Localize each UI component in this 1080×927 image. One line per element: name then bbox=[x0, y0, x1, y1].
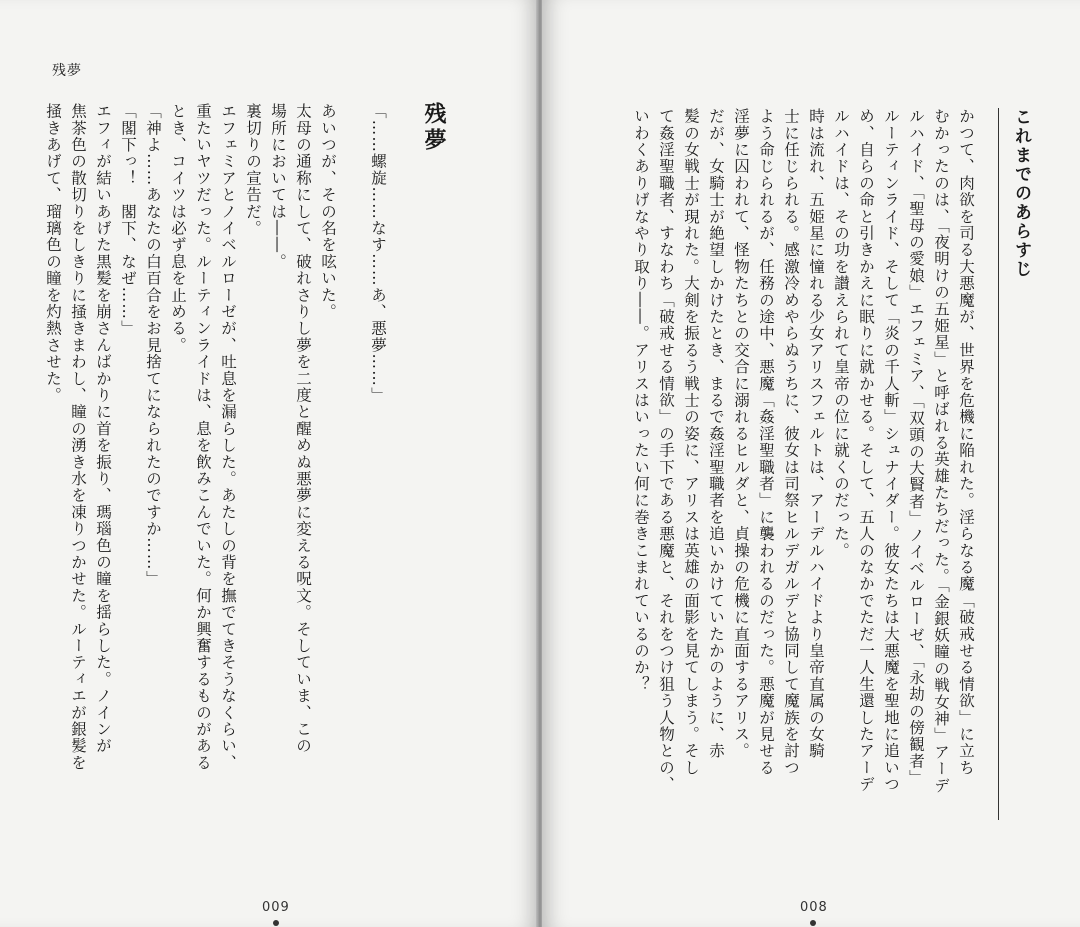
folio-dot-right bbox=[810, 920, 816, 926]
running-head: 残夢 bbox=[52, 63, 82, 79]
text-line: 「神よ……あなたの白百合をお見捨てになられたのですか……」 bbox=[144, 103, 162, 588]
text-line: 時は流れ、五姫星に憧れる少女アリスフェルトは、アーデルハイドより皇帝直属の女騎 bbox=[807, 108, 825, 760]
text-line: ルハイドは、その功を讃えられて皇帝の位に就くのだった。 bbox=[832, 108, 850, 559]
text-line: 掻きあげて、瑠璃色の瞳を灼熱させた。 bbox=[44, 103, 62, 404]
chapter-title: 残夢 bbox=[421, 102, 446, 154]
text-line: め、自らの命と引きかえに眠りに就かせる。そして、五人のなかでただ一人生還したアーデ bbox=[857, 108, 875, 793]
text-line: ルーティンライド、そして「炎の千人斬」シュナイダー。彼女たちは大悪魔を聖地に追いつ bbox=[882, 108, 900, 793]
text-line: 「……螺旋……なす……あ、悪夢……」 bbox=[369, 103, 387, 404]
right-page bbox=[542, 0, 1080, 927]
title-rule bbox=[998, 108, 999, 820]
text-line: 「閣下っ！ 閣下、なぜ……」 bbox=[119, 103, 137, 337]
text-line: 焦茶色の散切りをしきりに掻きまわし、瞳の湧き水を凍りつかせた。ルーティエが銀髪を bbox=[69, 103, 87, 771]
text-line: 場所においては――。 bbox=[269, 103, 287, 270]
folio-dot-left bbox=[273, 920, 279, 926]
text-line: 重たいヤツだった。ルーティンライドは、息を飲みこんでいた。何か興奮するものがある bbox=[194, 103, 212, 771]
text-line: あいつが、その名を呟いた。 bbox=[319, 103, 337, 321]
text-line: 髪の女戦士が現れた。大剣を振るう戦士の姿に、アリスは英雄の面影を見てしまう。そし bbox=[682, 108, 700, 776]
text-line bbox=[340, 103, 365, 793]
right-body-text bbox=[628, 108, 978, 794]
left-body-text bbox=[40, 103, 390, 793]
text-line: 裏切りの宣告だ。 bbox=[244, 103, 262, 237]
text-line: 淫夢に囚われて、怪物たちとの交合に溺れるヒルダと、貞操の危機に直面するアリス。 bbox=[732, 108, 750, 760]
text-line: よう命じられるが、任務の途中、悪魔「姦淫聖職者」に襲われるのだった。悪魔が見せる bbox=[757, 108, 775, 776]
text-line: エフェミアとノイベルローゼが、吐息を漏らした。あたしの背を撫でてきそうなくらい、 bbox=[219, 103, 237, 771]
text-line: いわくありげなやり取り――。アリスはいったい何に巻きこまれているのか？ bbox=[632, 108, 650, 693]
synopsis-title: これまでのあらすじ bbox=[1011, 108, 1031, 279]
text-line: むかったのは、「夜明けの五姫星」と呼ばれる英雄たちだった。「金銀妖瞳の戦女神」アーデ bbox=[932, 108, 950, 794]
text-line: ルハイド、「聖母の愛娘」エフェミア、「双頭の大賢者」ノイベルローゼ、「永劫の傍観者」 bbox=[907, 108, 925, 787]
text-line: 士に任じられる。感激冷めやらぬうちに、彼女は司祭ヒルデガルデと協同して魔族を討つ bbox=[782, 108, 800, 776]
text-line: エフィが結いあげた黒髪を崩さんばかりに首を振り、瑪瑙色の瞳を揺らした。ノインが bbox=[94, 103, 112, 755]
text-line: て姦淫聖職者、すなわち「破戒せる情欲」の手下である悪魔と、それをつけ狙う人物との、 bbox=[657, 108, 675, 793]
page-number-right: 008 bbox=[800, 900, 828, 915]
text-line: とき、コイツは必ず息を止める。 bbox=[169, 103, 187, 354]
page-number-left: 009 bbox=[262, 900, 290, 915]
text-line: 太母の通称にして、破れさりし夢を二度と醒めぬ悪夢に変える呪文。そしていま、この bbox=[294, 103, 312, 755]
text-line: だが、女騎士が絶望しかけたとき、まるで姦淫聖職者を追いかけていたかのように、赤 bbox=[707, 108, 725, 760]
left-page bbox=[0, 0, 538, 927]
text-line: かつて、肉欲を司る大悪魔が、世界を危機に陥れた。淫らなる魔「破戒せる情欲」に立ち bbox=[957, 108, 975, 776]
